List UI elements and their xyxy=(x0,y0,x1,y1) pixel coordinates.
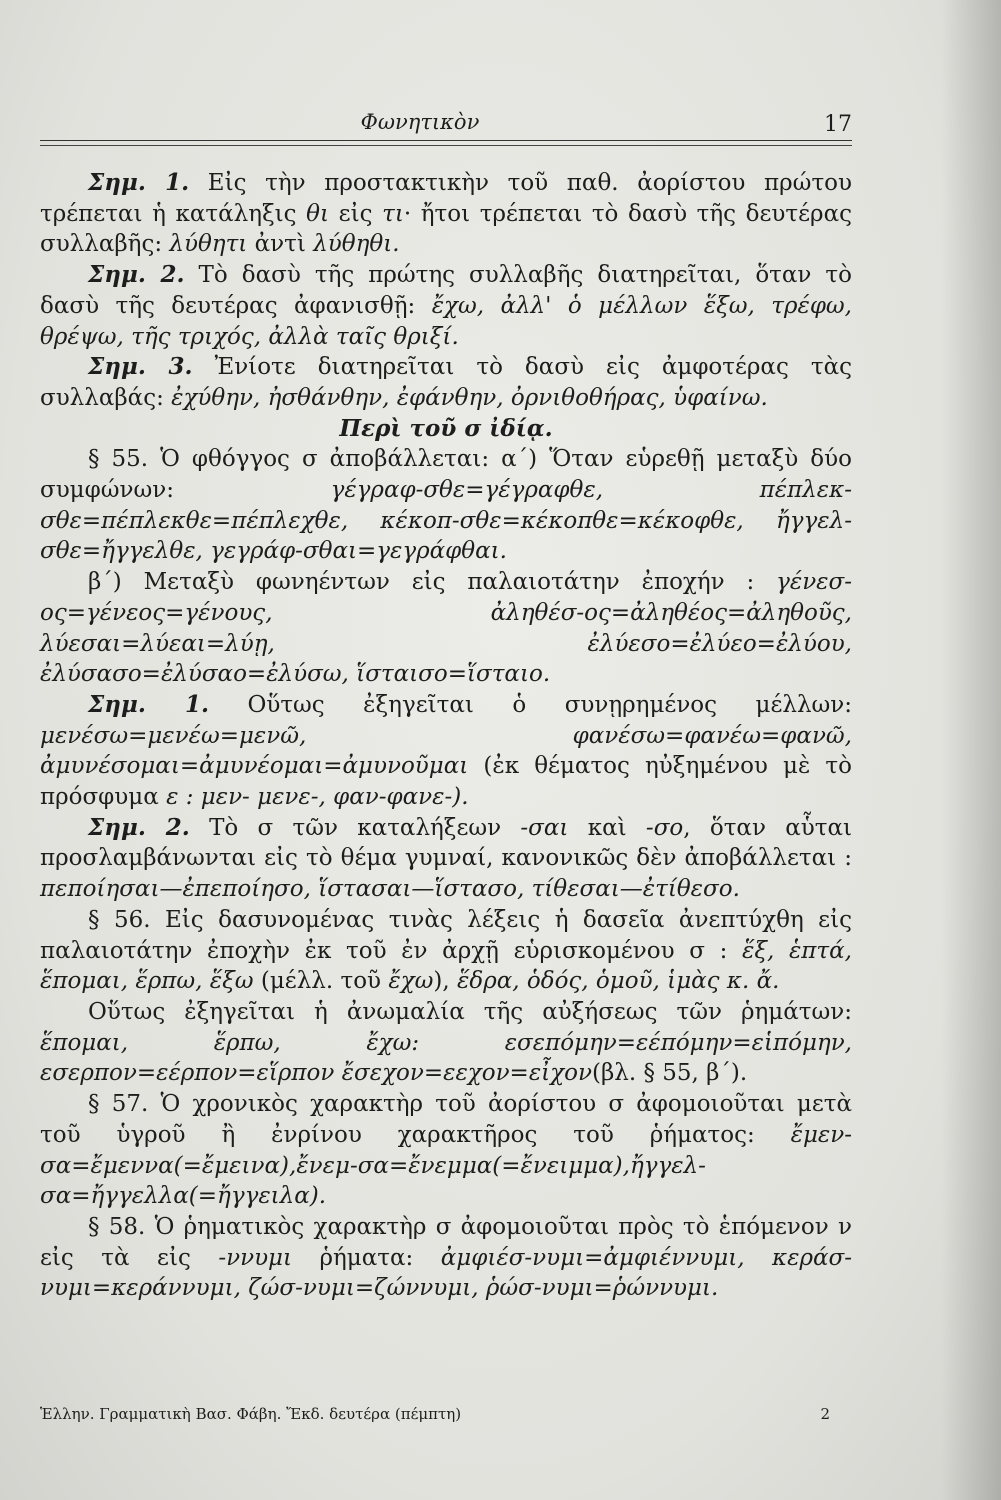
page-number: 17 xyxy=(824,112,852,137)
paragraph-example: ἕξ, ἑπτά, ἕπομαι, ἕρπω, ἕξω xyxy=(40,937,852,995)
note-text: καὶ xyxy=(568,814,646,841)
note-example: ἔχω, ἀλλ' ὁ μέλλων ἕξω, τρέφω, θρέψω, τῆς τριχός, ἀλλὰ ταῖς θριξί. xyxy=(40,292,852,350)
paragraph-text: § 58. Ὁ ῥηματικὸς χαρακτὴρ σ ἀφομοιοῦται πρὸς τὸ ἑπόμενον ν εἰς τὰ εἰς xyxy=(40,1213,852,1271)
note-55-2 xyxy=(40,813,852,905)
paragraph-55 xyxy=(40,444,852,567)
note-text: Ἐνίοτε διατηρεῖται τὸ δασὺ εἰς ἀμφοτέρας τὰς συλλαβάς: xyxy=(40,354,853,411)
note-text: Τὸ δασὺ τῆς πρώτης συλλαβῆς διατηρεῖται, ὅταν τὸ δασὺ τῆς δευτέρας ἀφανισθῇ: xyxy=(40,262,852,319)
paragraph-example: ἔμεν-σα=ἔμεννα(=ἔμεινα),ἔνεμ-σα=ἔνεμμα(=ἔνειμμα),ἤγγελ-σα=ἤγγελλα(=ἤγγειλα). xyxy=(40,1121,852,1210)
paragraph-text: § 55. Ὁ φθόγγος σ ἀποβάλλεται: α΄) Ὅταν εὑρεθῇ μεταξὺ δύο συμφώνων: xyxy=(40,446,852,504)
note-example: μενέσω=μενέω=μενῶ, φανέσω=φανέω=φανῶ, ἀμυνέσομαι=ἀμυνέομαι=ἀμυνοῦμαι xyxy=(40,722,852,780)
page-edge-shadow xyxy=(941,0,1001,1500)
paragraph-56b xyxy=(40,997,852,1089)
running-title: Φωνητικὸν xyxy=(360,110,480,134)
paragraph-text: (μέλλ. τοῦ xyxy=(253,968,389,995)
note-example: λύθηθι. xyxy=(313,231,400,258)
header-rule-top xyxy=(40,140,852,141)
note-example: θι xyxy=(306,200,330,227)
note-2 xyxy=(40,260,852,352)
note-3 xyxy=(40,352,852,413)
page-footer xyxy=(40,1405,830,1431)
note-label: Σημ. 1. xyxy=(88,169,190,196)
paragraph-57 xyxy=(40,1089,852,1212)
note-example: -σο xyxy=(645,814,684,841)
paragraph-56 xyxy=(40,905,852,997)
note-label: Σημ. 2. xyxy=(88,813,190,841)
paragraph-text: § 57. Ὁ χρονικὸς χαρακτὴρ τοῦ ἀορίστου σ ἀφομοιοῦται μετὰ τοῦ ὑγροῦ ἢ ἐνρίνου χαρακτῆρος τοῦ ῥήματος: xyxy=(40,1091,852,1148)
note-label: Σημ. 1. xyxy=(88,690,210,718)
paragraph-example: ἕπομαι, ἕρπω, ἔχω: εσεπόμην=εέπόμην=εἱπόμην, εσερπον=εέρπον=εἵρπον ἔσεχον=εεχον=εἶχον xyxy=(40,1029,852,1087)
paragraph-example: ἀμφιέσ-νυμι=ἀμφιέννυμι, κεράσ-νυμι=κεράννυμι, ζώσ-νυμι=ζώννυμι, ῥώσ-νυμι=ῥώννυμι. xyxy=(40,1244,852,1302)
note-example: πεποίησαι—ἐπεποίησο, ἵστασαι—ἵστασο, τίθεσαι—ἐτίθεσο. xyxy=(40,876,740,903)
paragraph-text: § 56. Εἰς δασυνομένας τινὰς λέξεις ἡ δασεῖα ἀνεπτύχθη εἰς παλαιοτάτην ἐποχὴν ἐκ τοῦ ἐν ἀρχῇ εὑρισκομένου σ : xyxy=(40,906,852,964)
paragraph-example: γένεσ-ος=γένεος=γένους, ἀληθέσ-ος=ἀληθέος=ἀληθοῦς, λύεσαι=λύεαι=λύῃ, ἐλύεσο=ἐλύεο=ἐλύου, ἐλύσασο=ἐλύσαο=ἐλύσω, ἵσταισο=ἵσταιο. xyxy=(40,569,852,688)
paragraph-text: β΄) Μεταξὺ φωνηέντων εἰς παλαιοτάτην ἐποχήν : xyxy=(88,569,777,596)
page-body xyxy=(40,168,852,1304)
running-header xyxy=(40,110,852,140)
paragraph-text: ῥήματα: xyxy=(292,1244,441,1271)
header-rule-bottom xyxy=(40,145,852,146)
note-text: Εἰς τὴν προστακτικὴν τοῦ παθ. ἀορίστου πρώτου τρέπεται ἡ κατάληξις xyxy=(40,170,852,227)
note-example: ἐχύθην, ἠσθάνθην, ἐφάνθην, ὀρνιθοθήρας, ὑφαίνω. xyxy=(171,384,768,411)
paragraph-text: Οὕτως ἐξηγεῖται ἡ ἀνωμαλία τῆς αὐξήσεως τῶν ῥημάτων: xyxy=(88,998,852,1025)
paragraph-text: ), xyxy=(433,968,458,995)
paragraph-text: (βλ. § 55, β΄). xyxy=(591,1060,748,1087)
note-text: Οὕτως ἐξηγεῖται ὁ συνῃρημένος μέλλων: xyxy=(209,691,853,718)
note-text: , ὅταν αὗται προσλαμβάνωνται εἰς τὸ θέμα γυμναί, κανονικῶς δὲν ἀποβάλλεται : xyxy=(40,814,852,872)
note-text: (ἐκ θέματος ηὐξημένου μὲ τὸ πρόσφυμα xyxy=(40,753,852,811)
paragraph-example: -ννυμι xyxy=(218,1244,293,1271)
note-text: ἀντὶ xyxy=(247,231,314,258)
note-example: λύθητι xyxy=(169,231,248,258)
note-label: Σημ. 2. xyxy=(88,261,185,289)
section-heading: Περὶ τοῦ σ ἰδίᾳ. xyxy=(339,414,553,442)
note-text: · ἤτοι τρέπεται τὸ δασὺ τῆς δευτέρας συλλαβῆς: xyxy=(40,200,852,258)
note-example: -σαι xyxy=(520,814,569,841)
note-example: ε : μεν- μενε-, φαν-φανε-). xyxy=(166,784,469,811)
footer-imprint: Ἑλλην. Γραμματικὴ Βασ. Φάβη. Ἔκδ. δευτέρα (πέμπτη) xyxy=(40,1405,462,1423)
note-example: τι xyxy=(382,200,404,227)
paragraph-example: ἕδρα, ὁδός, ὁμοῦ, ἱμὰς κ. ἄ. xyxy=(457,968,780,995)
paragraph-55b xyxy=(40,567,852,690)
note-label: Σημ. 3. xyxy=(88,353,193,381)
footer-signature-mark: 2 xyxy=(820,1405,830,1423)
note-1 xyxy=(40,168,852,260)
note-text: εἰς xyxy=(329,200,383,227)
note-text: Τὸ σ τῶν καταλήξεων xyxy=(189,814,521,841)
note-55-1 xyxy=(40,690,852,813)
paragraph-58 xyxy=(40,1212,852,1304)
paragraph-example: ἔχω xyxy=(388,968,434,995)
paragraph-example: γέγραφ-σθε=γέγραφθε, πέπλεκ-σθε=πέπλεκθε=πέπλεχθε, κέκοπ-σθε=κέκοπθε=κέκοφθε, ἤγγελ-σθε=ἤγγελθε, γεγράφ-σθαι=γεγράφθαι. xyxy=(40,477,852,565)
